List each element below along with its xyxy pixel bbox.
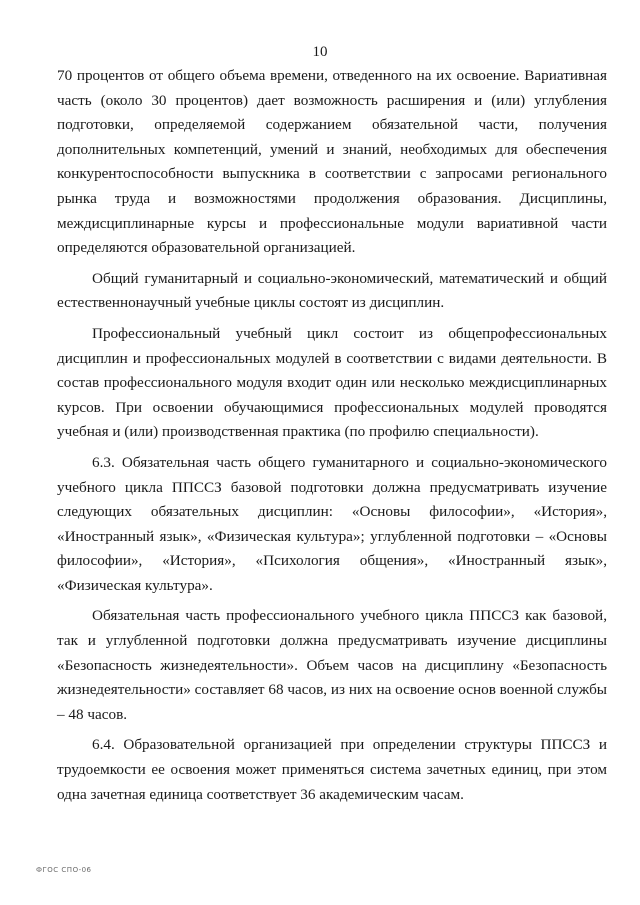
footer-stamp: ФГОС СПО-06 <box>36 866 92 874</box>
paragraph-2: Общий гуманитарный и социально-экономический, математический и общий естественнонаучный учебные циклы состоят из дисциплин. <box>57 269 607 312</box>
document-body <box>57 64 607 813</box>
paragraph-6: 6.4. Образовательной организацией при определении структуры ППССЗ и трудоемкости ее освоения может применяться система зачетных единиц, при этом одна зачетная единица соответствует 36 академическим часам. <box>57 736 607 803</box>
paragraph-4: 6.3. Обязательная часть общего гуманитарного и социально-экономического учебного цикла ППССЗ базовой подготовки должна предусматривать изучение следующих обязательных дисциплин: «Основы философии», «История», «Иностранный язык», «Физическая культура»; углубленной подготовки – «Основы философии», «История», «Психология общения», «Иностранный язык», «Физическая культура». <box>57 453 607 594</box>
paragraph-1: 70 процентов от общего объема времени, отведенного на их освоение. Вариативная часть (около 30 процентов) дает возможность расширения и (или) углубления подготовки, определяемой содержанием обязательной части, получения дополнительных компетенций, умений и знаний, необходимых для обеспечения конкурентоспособности выпускника в соответствии с запросами регионального рынка труда и возможностями продолжения образования. Дисциплины, междисциплинарные курсы и профессиональные модули вариативной части определяются образовательной организацией. <box>57 67 607 257</box>
page-number: 10 <box>312 44 328 60</box>
paragraph-5: Обязательная часть профессионального учебного цикла ППССЗ как базовой, так и углубленной подготовки должна предусматривать изучение дисциплины «Безопасность жизнедеятельности». Объем часов на дисциплину «Безопасность жизнедеятельности» составляет 68 часов, из них на освоение основ военной службы – 48 часов. <box>57 607 607 723</box>
paragraph-3: Профессиональный учебный цикл состоит из общепрофессиональных дисциплин и профессиональных модулей в соответствии с видами деятельности. В состав профессионального модуля входит один или несколько междисциплинарных курсов. При освоении обучающимися профессиональных модулей проводятся учебная и (или) производственная практика (по профилю специальности). <box>57 324 607 441</box>
